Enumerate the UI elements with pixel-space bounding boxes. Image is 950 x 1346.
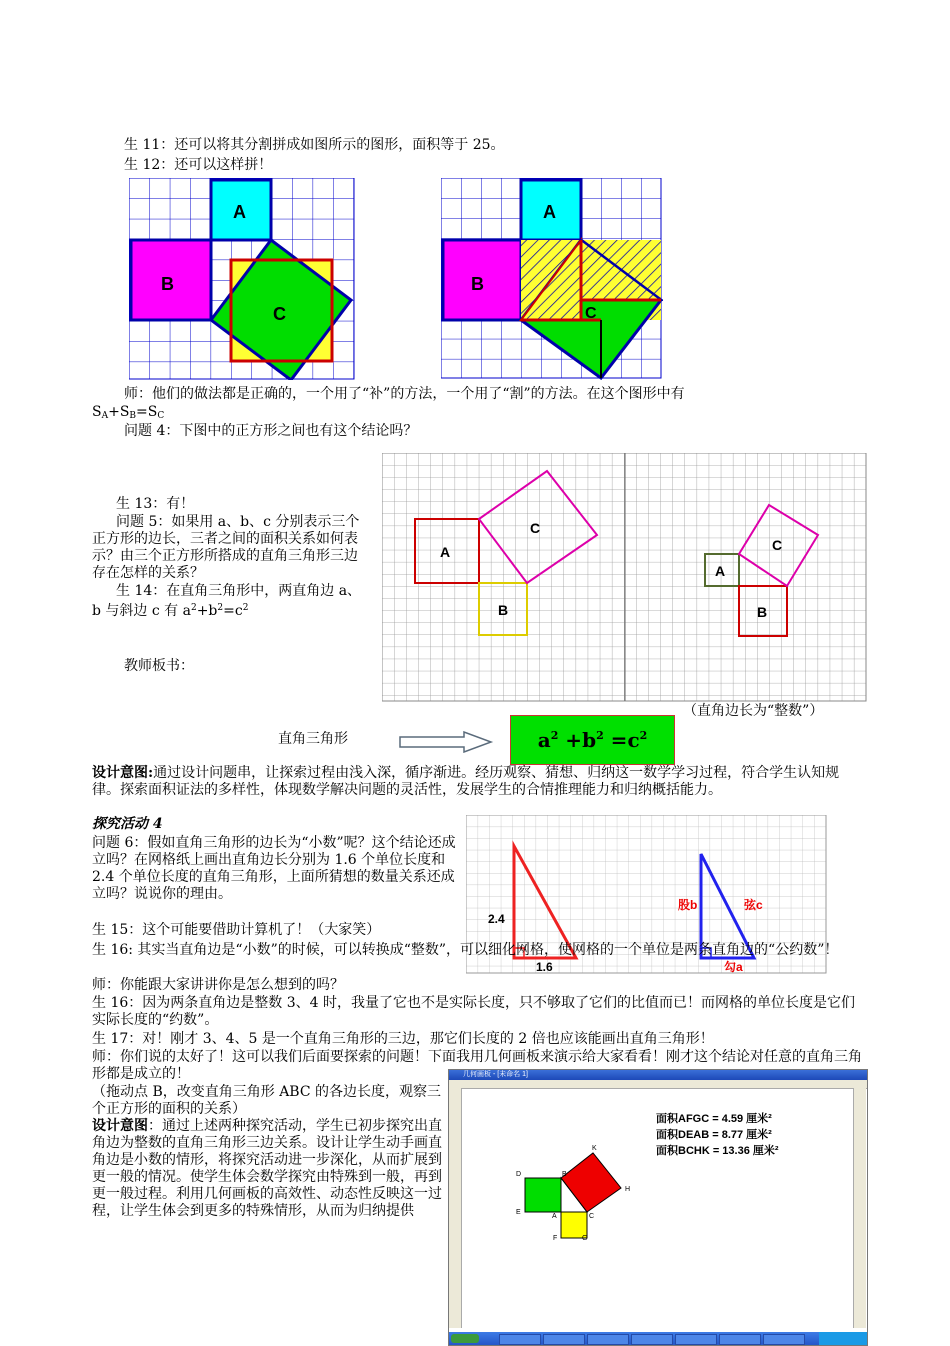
pt-k: K [592, 1145, 597, 1152]
t2-line: 师：你能跟大家讲讲你是怎么想到的吗？ [92, 977, 344, 993]
label-b3: B [498, 602, 509, 618]
sup-b2: 2 [217, 603, 224, 613]
s16b-para: 生 16：因为两条直角边是整数 3、4 时，我量了它也不是实际长度，只不够取了它们的比值而已！而网格的单位长度是它们实际长度的“约数”。 [92, 995, 855, 1028]
formula-sup-a: 2 [550, 729, 559, 742]
taskbar-item[interactable] [543, 1334, 585, 1345]
sketchpad-titlebar: 几何画板 - [未命名 1] [449, 1070, 867, 1080]
q6-para: 问题 6：假如直角三角形的边长为“小数”呢？这个结论还成立吗？在网格纸上画出直角边长分别为 1.6 个单位长度和 2.4 个单位长度的直角三角形，上面所猜想的数量关系还成立吗？说说你的理由。 [92, 835, 456, 902]
activity4-heading: 探究活动 4 [92, 816, 163, 832]
taskbar-item[interactable] [631, 1334, 673, 1345]
pt-c: C [589, 1213, 595, 1220]
pt-d: D [516, 1171, 522, 1178]
pt-h: H [625, 1186, 631, 1193]
design2-para [92, 1118, 444, 1220]
taskbar-item[interactable] [763, 1334, 805, 1345]
formula-sup-b: 2 [596, 729, 604, 742]
pt-b: B [562, 1171, 567, 1178]
design1-para [92, 765, 862, 799]
label-a: A [233, 202, 246, 222]
s-letter-a: S [92, 404, 102, 420]
label-c2: C [585, 305, 597, 322]
area-bchk: 面积BCHK = 13.36 厘米² [656, 1145, 779, 1157]
int-note: （直角边长为“整数”） [683, 703, 824, 719]
formula-c: =c [603, 728, 640, 752]
sketch-square-green [525, 1178, 561, 1212]
design2-label: 设计意图 [92, 1118, 148, 1134]
sup-c2: 2 [242, 603, 249, 613]
label-c: C [273, 304, 286, 324]
formula-sup-c: 2 [639, 729, 648, 742]
s14-pre: 生 14：在直角三角形中，两直角边 a、b 与斜边 c 有 a [92, 583, 362, 619]
label-c4: C [772, 537, 783, 553]
taskbar-item[interactable] [719, 1334, 761, 1345]
formula-a: a [537, 728, 551, 752]
label-a4: A [715, 563, 726, 579]
s16a-para: 生 16: 其实当直角边是“小数”的时候，可以转换成“整数”，可以细化网格，使网格的一个单位是两条直角边的“公约数”！ [92, 942, 839, 958]
s11-line: 生 11：还可以将其分割拼成如图所示的图形，面积等于 25。 [124, 137, 505, 153]
label-b4: B [757, 604, 768, 620]
label-b2: B [471, 274, 484, 294]
pt-a: A [552, 1213, 557, 1220]
sketchpad-scrollbar[interactable] [853, 1088, 866, 1328]
rt-triangle-label: 直角三角形 [278, 731, 348, 747]
board-line: 教师板书： [124, 658, 194, 674]
s-letter-c: =S [136, 404, 158, 420]
s-letter-b: +S [108, 404, 130, 420]
sub-b: B [129, 411, 137, 421]
design2-text: ：通过上述两种探究活动，学生已初步探究出直角边为整数的直角三角形三边关系。设计让学生动手画直角边是小数的情形，将探究活动进一步深化，从而扩展到更一般的情况。使学生体会数学探究由特殊到一般，再到更一般过程。利用几何画板的高效性、动态性反映这一过程，让学生体会到更多的特殊情形，从而为归纳提供 [92, 1118, 442, 1219]
grid-figure-complement [129, 178, 355, 380]
taskbar-item[interactable] [499, 1334, 541, 1345]
teacher1a-line: 师：他们的做法都是正确的，一个用了“补”的方法，一个用了“割”的方法。在这个图形中有 [124, 386, 685, 402]
sub-c: C [157, 411, 165, 421]
sketchpad-window [448, 1069, 868, 1346]
pt-g: G [582, 1235, 588, 1242]
label-b: B [161, 274, 174, 294]
design1-label: 设计意图: [92, 765, 154, 781]
teacher1b-line [92, 404, 164, 425]
label-a2: A [543, 202, 556, 222]
design1-text: 通过设计问题串，让探索过程由浅入深，循序渐进。经历观察、猜想、归纳这一数学学习过程，符合学生认知规律。探索面积证法的多样性，体现数学解决问题的灵活性，发展学生的合情推理能力和归纳概括能力。 [92, 765, 840, 798]
sup-a2: 2 [190, 603, 197, 613]
t3-para: 师：你们说的太好了！这可以我们后面要探索的问题！下面我用几何画板来演示给大家看看！刚才这个结论对任意的直角三角形都是成立的！ [92, 1049, 862, 1082]
s12-line: 生 12：还可以这样拼！ [124, 157, 273, 173]
formula-b: +b [558, 728, 597, 752]
label-c3: C [530, 520, 541, 536]
area-deab: 面积DEAB = 8.77 厘米² [656, 1129, 772, 1141]
drag-para: （拖动点 B，改变直角三角形 ABC 的各边长度，观察三个正方形的面积的关系） [92, 1084, 442, 1117]
system-tray [819, 1332, 867, 1345]
taskbar [449, 1332, 867, 1345]
len-24: 2.4 [488, 912, 505, 926]
start-button[interactable] [451, 1334, 479, 1343]
grid-figure-squares [382, 453, 868, 703]
s15-line: 生 15：这个可能要借助计算机了！（大家笑） [92, 922, 381, 938]
taskbar-item[interactable] [587, 1334, 629, 1345]
s14-c: =c [223, 603, 243, 619]
s17-line: 生 17：对！刚才 3、4、5 是一个直角三角形的三边，那它们长度的 2 倍也应该能画出直角三角形！ [92, 1031, 714, 1047]
label-a3: A [440, 544, 451, 560]
arrow-right-icon [398, 731, 494, 753]
pt-e: E [516, 1209, 521, 1216]
grid-figure-dissect [441, 178, 663, 380]
area-afgc: 面积AFGC = 4.59 厘米² [656, 1113, 772, 1125]
q5-para: 问题 5：如果用 a、b、c 分别表示三个正方形的边长，三者之间的面积关系如何表示？由三个正方形所搭成的直角三角形三边存在怎样的关系？ [92, 514, 360, 581]
label-gou-b: 股b [678, 898, 698, 912]
label-gou-a: 勾a [724, 960, 743, 974]
s13-line: 生 13：有！ [116, 496, 195, 512]
s14-b: +b [196, 603, 218, 619]
len-16: 1.6 [536, 960, 553, 974]
formula-box [510, 715, 675, 765]
s14-para [92, 583, 368, 620]
q4-line: 问题 4：下图中的正方形之间也有这个结论吗？ [124, 423, 418, 439]
pt-f: F [553, 1235, 558, 1242]
label-xian-c: 弦c [744, 898, 763, 912]
taskbar-item[interactable] [675, 1334, 717, 1345]
sketch-square-red [561, 1153, 621, 1212]
sketchpad-canvas [461, 1088, 865, 1328]
sub-a: A [101, 411, 109, 421]
